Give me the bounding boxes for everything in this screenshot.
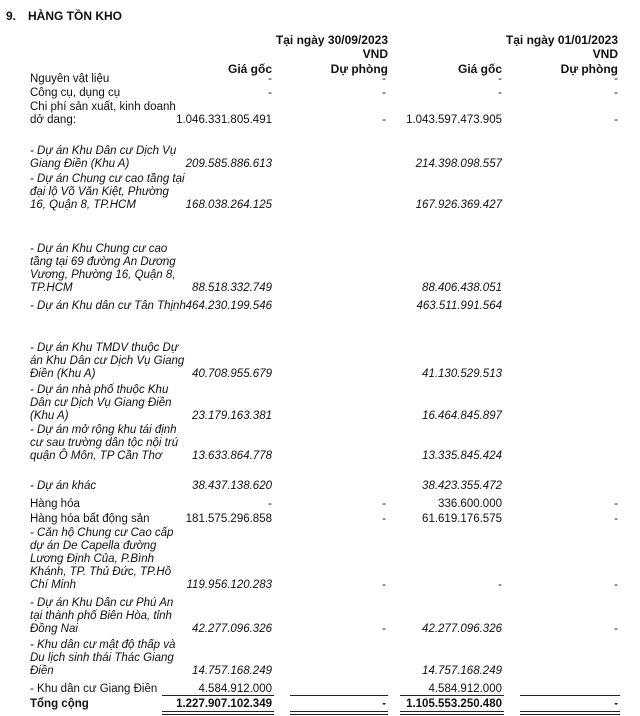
cell-cost-2: 14.757.168.249: [422, 665, 502, 677]
cell-cost-1: 209.585.886.613: [185, 158, 272, 170]
col-provision-2: Dự phòng: [560, 62, 618, 76]
cell-cost-1: 168.038.264.125: [185, 199, 272, 211]
subtotal-line-4: [520, 695, 620, 696]
cell-cost-2: 61.619.176.575: [422, 513, 502, 525]
cell-provision-2: -: [614, 513, 618, 525]
row-label: - Dự án Khu Dân cư Dịch Vụ Giang Điền (Khu A): [30, 145, 177, 170]
row-label: - Căn hộ Chung cư Cao cấp dự án De Capella đường Lương Định Của, P.Bình Khánh, TP. Thủ Đức, TP.Hồ Chí Minh: [30, 527, 174, 591]
col-provision-1: Dự phòng: [330, 62, 388, 76]
cell-cost-1: 1.046.331.805.491: [176, 114, 272, 126]
col-cost-2: Giá gốc: [457, 62, 502, 76]
row-label: Hàng hóa: [30, 498, 80, 510]
section-number: 9.: [6, 9, 17, 23]
total-provision-1: -: [382, 698, 386, 710]
row-label: Nguyên vật liệu: [30, 73, 110, 85]
cell-provision-2: -: [614, 623, 618, 635]
cell-provision-1: -: [382, 623, 386, 635]
row-label: Hàng hóa bất động sản: [30, 513, 150, 525]
cell-provision-1: -: [382, 579, 386, 591]
cell-provision-1: -: [382, 114, 386, 126]
cell-cost-2: 167.926.369.427: [415, 199, 502, 211]
row-label: - Dự án Khu dân cư Tân Thịnh: [30, 300, 186, 312]
cell-provision-1: -: [382, 73, 386, 85]
cell-cost-2: 1.043.597.473.905: [406, 114, 502, 126]
row-label: - Dự án Chung cư cao tầng tại đại lộ Võ Văn Kiệt, Phường 16, Quận 8, TP.HCM: [30, 173, 185, 211]
cell-cost-1: 464.230.199.546: [185, 300, 272, 312]
cell-cost-2: 88.406.438.051: [422, 282, 502, 294]
cell-provision-1: -: [382, 87, 386, 99]
row-label: - Khu dân cư Giang Điền: [30, 683, 158, 695]
cell-cost-2: 42.277.096.326: [422, 623, 502, 635]
cell-cost-1: 23.179.163.381: [192, 410, 272, 422]
cell-cost-1: -: [268, 87, 272, 99]
total-cost-1: 1.227.907.102.349: [176, 698, 272, 710]
subtotal-line-2: [290, 695, 388, 696]
total-underline-2: [290, 711, 388, 715]
total-underline-1: [162, 711, 274, 715]
cell-cost-2: 41.130.529.513: [422, 368, 502, 380]
total-underline-3: [400, 711, 504, 715]
cell-cost-2: 16.464.845.897: [422, 410, 502, 422]
cell-cost-1: 88.518.332.749: [192, 282, 272, 294]
cell-provision-2: -: [614, 498, 618, 510]
cell-cost-2: 336.600.000: [438, 498, 502, 510]
section-title: HÀNG TỒN KHO: [28, 9, 122, 23]
cell-cost-2: 4.584.912.000: [428, 683, 502, 695]
cell-provision-1: -: [382, 513, 386, 525]
col-cost-1: Giá gốc: [227, 62, 272, 76]
row-label: Công cụ, dụng cụ: [30, 87, 121, 99]
cell-cost-1: 42.277.096.326: [192, 623, 272, 635]
row-label: - Dự án Khu Chung cư cao tầng tại 69 đường An Dương Vương, Phường 16, Quận 8, TP.HCM: [30, 243, 176, 294]
cell-provision-2: -: [614, 87, 618, 99]
cell-provision-2: -: [614, 579, 618, 591]
cell-cost-1: -: [268, 73, 272, 85]
cell-cost-1: 181.575.296.858: [185, 513, 272, 525]
cell-cost-1: 14.757.168.249: [192, 665, 272, 677]
row-label: - Dự án Khu Dân cư Phú An tại thành phố Biên Hòa, tỉnh Đồng Nai: [30, 597, 174, 635]
total-cost-2: 1.105.553.250.480: [406, 698, 502, 710]
cell-cost-1: -: [268, 498, 272, 510]
cell-cost-2: -: [498, 579, 502, 591]
cell-cost-1: 40.708.955.679: [192, 368, 272, 380]
cell-cost-1: 119.956.120.283: [186, 579, 272, 591]
row-label: Chi phí sản xuất, kinh doanh dở dang:: [30, 101, 176, 126]
total-underline-4: [520, 711, 620, 715]
cell-cost-2: -: [498, 87, 502, 99]
row-label: - Dự án mở rộng khu tái định cư sau trường dân tộc nội trú quận Ô Môn, TP Cần Thơ: [30, 424, 179, 462]
total-provision-2: -: [614, 698, 618, 710]
row-label: - Khu dân cư mật độ thấp và Du lịch sinh thái Thác Giang Điền: [30, 639, 176, 677]
period-unit-2: VND: [592, 47, 618, 61]
period-header-1: Tại ngày 30/09/2023: [275, 33, 388, 47]
row-label: - Dự án Khu TMDV thuộc Dự án Khu Dân cư Dịch Vụ Giang Điền (Khu A): [30, 342, 185, 380]
cell-cost-1: 38.437.138.620: [192, 480, 272, 492]
cell-provision-2: -: [614, 73, 618, 85]
period-unit-1: VND: [362, 47, 388, 61]
subtotal-line-3: [400, 695, 504, 696]
row-label: - Dự án khác: [30, 480, 97, 492]
period-header-2: Tại ngày 01/01/2023: [505, 33, 618, 47]
cell-cost-1: 4.584.912.000: [198, 683, 272, 695]
cell-provision-2: -: [614, 114, 618, 126]
cell-cost-2: 38.423.355.472: [422, 480, 502, 492]
cell-cost-2: 13.335.845.424: [422, 450, 502, 462]
cell-provision-1: -: [382, 498, 386, 510]
cell-cost-1: 13.633.864.778: [192, 450, 272, 462]
cell-cost-2: 463.511.991.564: [416, 300, 502, 312]
cell-cost-2: -: [498, 73, 502, 85]
total-label: Tổng cộng: [30, 698, 89, 710]
row-label: - Dự án nhà phố thuộc Khu Dân cư Dịch Vụ Giang Điền (Khu A): [30, 384, 172, 422]
subtotal-line-1: [162, 695, 274, 696]
cell-cost-2: 214.398.098.557: [415, 158, 502, 170]
